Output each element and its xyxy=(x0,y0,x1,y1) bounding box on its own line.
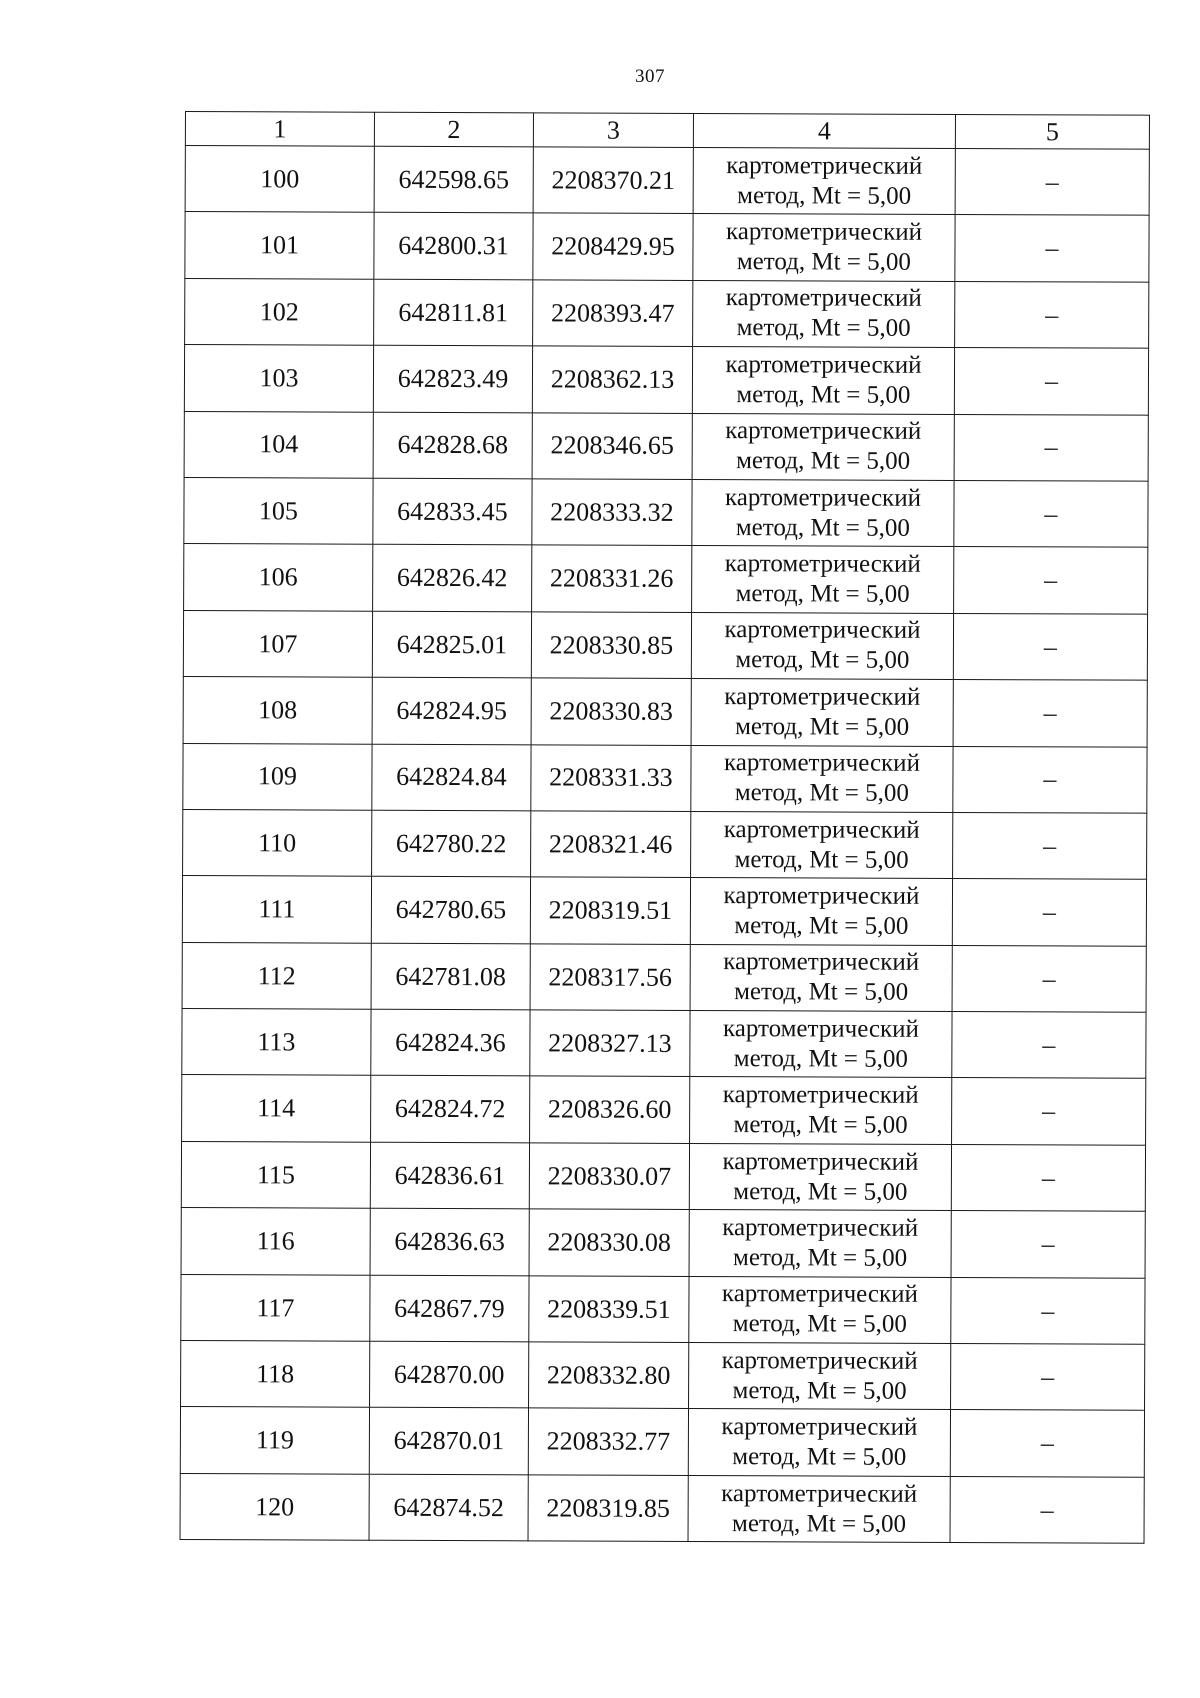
table-row xyxy=(180,1407,1144,1477)
note-cell: – xyxy=(951,1144,1145,1211)
x-coordinate-cell: 642833.45 xyxy=(373,478,532,545)
point-number-cell: 108 xyxy=(183,677,372,744)
method-name: картометрический xyxy=(724,483,922,512)
table-row xyxy=(185,212,1149,282)
x-coordinate-cell: 642811.81 xyxy=(374,279,533,346)
point-number-cell: 116 xyxy=(181,1208,370,1275)
method-accuracy: метод, Mt = 5,00 xyxy=(735,646,910,675)
y-coordinate-cell: 2208346.65 xyxy=(532,412,692,479)
point-number-cell: 106 xyxy=(184,544,373,611)
method-accuracy: метод, Mt = 5,00 xyxy=(732,1310,907,1339)
x-coordinate-cell: 642870.00 xyxy=(370,1341,529,1408)
method-name: картометрический xyxy=(723,948,920,977)
table-row xyxy=(181,1208,1145,1278)
method-name: картометрический xyxy=(725,350,922,379)
x-coordinate-cell: 642780.22 xyxy=(372,810,531,877)
table-row xyxy=(183,610,1147,680)
note-cell: – xyxy=(950,1410,1144,1477)
y-coordinate-cell: 2208330.07 xyxy=(529,1143,689,1210)
y-coordinate-cell: 2208332.77 xyxy=(528,1408,688,1475)
y-coordinate-cell: 2208330.85 xyxy=(531,612,691,679)
method-accuracy: метод, Mt = 5,00 xyxy=(733,1244,908,1272)
y-coordinate-cell: 2208319.85 xyxy=(528,1475,688,1542)
table-row xyxy=(185,278,1149,348)
x-coordinate-cell: 642828.68 xyxy=(373,412,532,479)
note-cell: – xyxy=(954,414,1148,481)
x-coordinate-cell: 642800.31 xyxy=(374,213,533,280)
x-coordinate-cell: 642780.65 xyxy=(371,877,530,944)
method-cell xyxy=(692,413,954,480)
method-accuracy: метод, Mt = 5,00 xyxy=(736,314,911,343)
point-number-cell: 107 xyxy=(183,610,372,677)
y-coordinate-cell: 2208333.32 xyxy=(532,479,692,546)
note-cell: – xyxy=(954,348,1148,415)
method-accuracy: метод, Mt = 5,00 xyxy=(735,580,910,608)
coordinates-table xyxy=(180,111,1150,1544)
point-number-cell: 112 xyxy=(182,942,371,1009)
x-coordinate-cell: 642598.65 xyxy=(374,146,533,213)
point-number-cell: 114 xyxy=(182,1075,371,1142)
x-coordinate-cell: 642824.36 xyxy=(371,1009,530,1076)
method-cell xyxy=(693,214,955,281)
y-coordinate-cell: 2208332.80 xyxy=(529,1342,689,1409)
x-coordinate-cell: 642867.79 xyxy=(370,1275,529,1342)
x-coordinate-cell: 642836.63 xyxy=(370,1208,529,1275)
method-cell xyxy=(691,811,953,878)
point-number-cell: 105 xyxy=(184,477,373,544)
y-coordinate-cell: 2208330.83 xyxy=(531,678,691,745)
header-cell-4: 4 xyxy=(693,113,955,148)
point-number-cell: 113 xyxy=(182,1009,371,1076)
x-coordinate-cell: 642824.72 xyxy=(371,1076,530,1143)
note-cell: – xyxy=(951,1343,1145,1410)
note-cell: – xyxy=(951,1211,1145,1278)
y-coordinate-cell: 2208393.47 xyxy=(533,280,693,347)
y-coordinate-cell: 2208321.46 xyxy=(531,811,691,878)
method-cell xyxy=(691,679,953,746)
point-number-cell: 111 xyxy=(182,876,371,943)
method-name: картометрический xyxy=(722,1147,919,1176)
x-coordinate-cell: 642874.52 xyxy=(369,1474,528,1541)
method-cell xyxy=(690,878,952,945)
method-cell xyxy=(693,147,955,214)
x-coordinate-cell: 642823.49 xyxy=(373,345,532,412)
note-cell: – xyxy=(953,613,1147,680)
method-accuracy: метод, Mt = 5,00 xyxy=(731,1509,907,1538)
method-accuracy: метод, Mt = 5,00 xyxy=(736,380,911,409)
method-name: картометрический xyxy=(725,284,922,313)
note-cell: – xyxy=(955,215,1149,282)
method-cell xyxy=(689,1342,951,1409)
method-name: картометрический xyxy=(721,1280,918,1309)
method-name: картометрический xyxy=(721,1346,918,1375)
note-cell: – xyxy=(953,680,1147,747)
method-name: картометрический xyxy=(721,1413,918,1441)
method-cell xyxy=(691,745,953,812)
method-accuracy: метод, Mt = 5,00 xyxy=(733,1111,908,1139)
table-row xyxy=(182,942,1146,1012)
method-name: картометрический xyxy=(726,151,923,180)
y-coordinate-cell: 2208429.95 xyxy=(533,213,693,280)
x-coordinate-cell: 642781.08 xyxy=(371,943,530,1010)
method-name: картометрический xyxy=(723,749,921,778)
table-row xyxy=(183,743,1147,813)
method-accuracy: метод, Mt = 5,00 xyxy=(737,181,912,210)
point-number-cell: 109 xyxy=(183,743,372,810)
table-row xyxy=(182,876,1146,946)
note-cell: – xyxy=(952,945,1146,1012)
x-coordinate-cell: 642824.84 xyxy=(372,744,531,811)
y-coordinate-cell: 2208362.13 xyxy=(532,346,692,413)
point-number-cell: 120 xyxy=(180,1473,369,1540)
method-accuracy: метод, Mt = 5,00 xyxy=(733,1044,908,1073)
method-name: картометрический xyxy=(725,218,923,246)
table-row xyxy=(182,1009,1146,1079)
method-name: картометрический xyxy=(724,682,921,711)
table-row xyxy=(184,477,1148,547)
y-coordinate-cell: 2208331.33 xyxy=(531,744,691,811)
note-cell: – xyxy=(954,480,1148,547)
table-row xyxy=(184,345,1148,415)
table-row xyxy=(184,411,1148,481)
method-accuracy: метод, Mt = 5,00 xyxy=(734,912,909,940)
point-number-cell: 102 xyxy=(185,278,374,345)
y-coordinate-cell: 2208319.51 xyxy=(530,877,690,944)
note-cell: – xyxy=(950,1476,1144,1543)
table-row xyxy=(183,809,1147,879)
page-number: 307 xyxy=(635,66,665,87)
method-cell xyxy=(688,1475,950,1542)
note-cell: – xyxy=(955,281,1149,348)
point-number-cell: 100 xyxy=(185,146,374,213)
x-coordinate-cell: 642826.42 xyxy=(373,545,532,612)
table-row xyxy=(181,1274,1145,1344)
method-accuracy: метод, Mt = 5,00 xyxy=(735,513,910,542)
table-body xyxy=(180,112,1149,1544)
method-accuracy: метод, Mt = 5,00 xyxy=(734,978,909,1007)
method-name: картометрический xyxy=(725,417,922,446)
header-cell-5: 5 xyxy=(955,114,1149,149)
method-name: картометрический xyxy=(723,815,920,844)
point-number-cell: 110 xyxy=(183,809,372,876)
note-cell: – xyxy=(952,1012,1146,1079)
method-accuracy: метод, Mt = 5,00 xyxy=(736,248,911,276)
table-row xyxy=(184,544,1148,614)
y-coordinate-cell: 2208326.60 xyxy=(530,1076,690,1143)
note-cell: – xyxy=(955,148,1149,215)
method-cell xyxy=(689,1276,951,1343)
table-row xyxy=(181,1341,1145,1411)
note-cell: – xyxy=(952,879,1146,946)
table-row xyxy=(183,677,1147,747)
y-coordinate-cell: 2208327.13 xyxy=(530,1010,690,1077)
point-number-cell: 119 xyxy=(180,1407,369,1474)
method-name: картометрический xyxy=(723,882,920,910)
method-name: картометрический xyxy=(722,1081,919,1109)
table-row xyxy=(182,1075,1146,1145)
method-cell xyxy=(692,546,954,613)
method-accuracy: метод, Mt = 5,00 xyxy=(732,1376,907,1405)
method-cell xyxy=(690,944,952,1011)
y-coordinate-cell: 2208317.56 xyxy=(530,944,690,1011)
method-cell xyxy=(692,347,954,414)
method-cell xyxy=(689,1143,951,1210)
method-accuracy: метод, Mt = 5,00 xyxy=(735,712,910,741)
table-row xyxy=(181,1141,1145,1211)
method-cell xyxy=(691,612,953,679)
point-number-cell: 115 xyxy=(181,1141,370,1208)
point-number-cell: 103 xyxy=(184,345,373,412)
header-cell-1: 1 xyxy=(185,112,374,147)
method-cell xyxy=(690,1077,952,1144)
table-row xyxy=(180,1473,1144,1543)
method-accuracy: метод, Mt = 5,00 xyxy=(734,779,909,807)
method-cell xyxy=(693,280,955,347)
y-coordinate-cell: 2208370.21 xyxy=(533,147,693,214)
x-coordinate-cell: 642870.01 xyxy=(369,1408,528,1475)
method-cell xyxy=(689,1210,951,1277)
method-accuracy: метод, Mt = 5,00 xyxy=(734,845,909,874)
method-name: картометрический xyxy=(724,616,921,645)
table-row xyxy=(185,146,1149,216)
y-coordinate-cell: 2208339.51 xyxy=(529,1275,689,1342)
note-cell: – xyxy=(954,547,1148,614)
point-number-cell: 118 xyxy=(181,1341,370,1408)
method-cell xyxy=(688,1409,950,1476)
y-coordinate-cell: 2208331.26 xyxy=(532,545,692,612)
note-cell: – xyxy=(953,746,1147,813)
method-name: картометрический xyxy=(722,1014,920,1043)
x-coordinate-cell: 642824.95 xyxy=(372,677,531,744)
x-coordinate-cell: 642825.01 xyxy=(372,611,531,678)
method-name: картометрический xyxy=(721,1479,918,1508)
method-cell xyxy=(690,1011,952,1078)
method-cell xyxy=(692,479,954,546)
note-cell: – xyxy=(951,1277,1145,1344)
note-cell: – xyxy=(952,1078,1146,1145)
point-number-cell: 117 xyxy=(181,1274,370,1341)
header-cell-2: 2 xyxy=(374,112,533,147)
table-header-row xyxy=(185,112,1149,150)
method-name: картометрический xyxy=(724,550,921,578)
method-accuracy: метод, Mt = 5,00 xyxy=(736,447,911,476)
point-number-cell: 101 xyxy=(185,212,374,279)
method-accuracy: метод, Mt = 5,00 xyxy=(732,1443,907,1471)
note-cell: – xyxy=(953,812,1147,879)
point-number-cell: 104 xyxy=(184,411,373,478)
method-accuracy: метод, Mt = 5,00 xyxy=(733,1177,908,1206)
method-name: картометрический xyxy=(722,1214,919,1242)
header-cell-3: 3 xyxy=(533,113,693,148)
y-coordinate-cell: 2208330.08 xyxy=(529,1209,689,1276)
x-coordinate-cell: 642836.61 xyxy=(370,1142,529,1209)
